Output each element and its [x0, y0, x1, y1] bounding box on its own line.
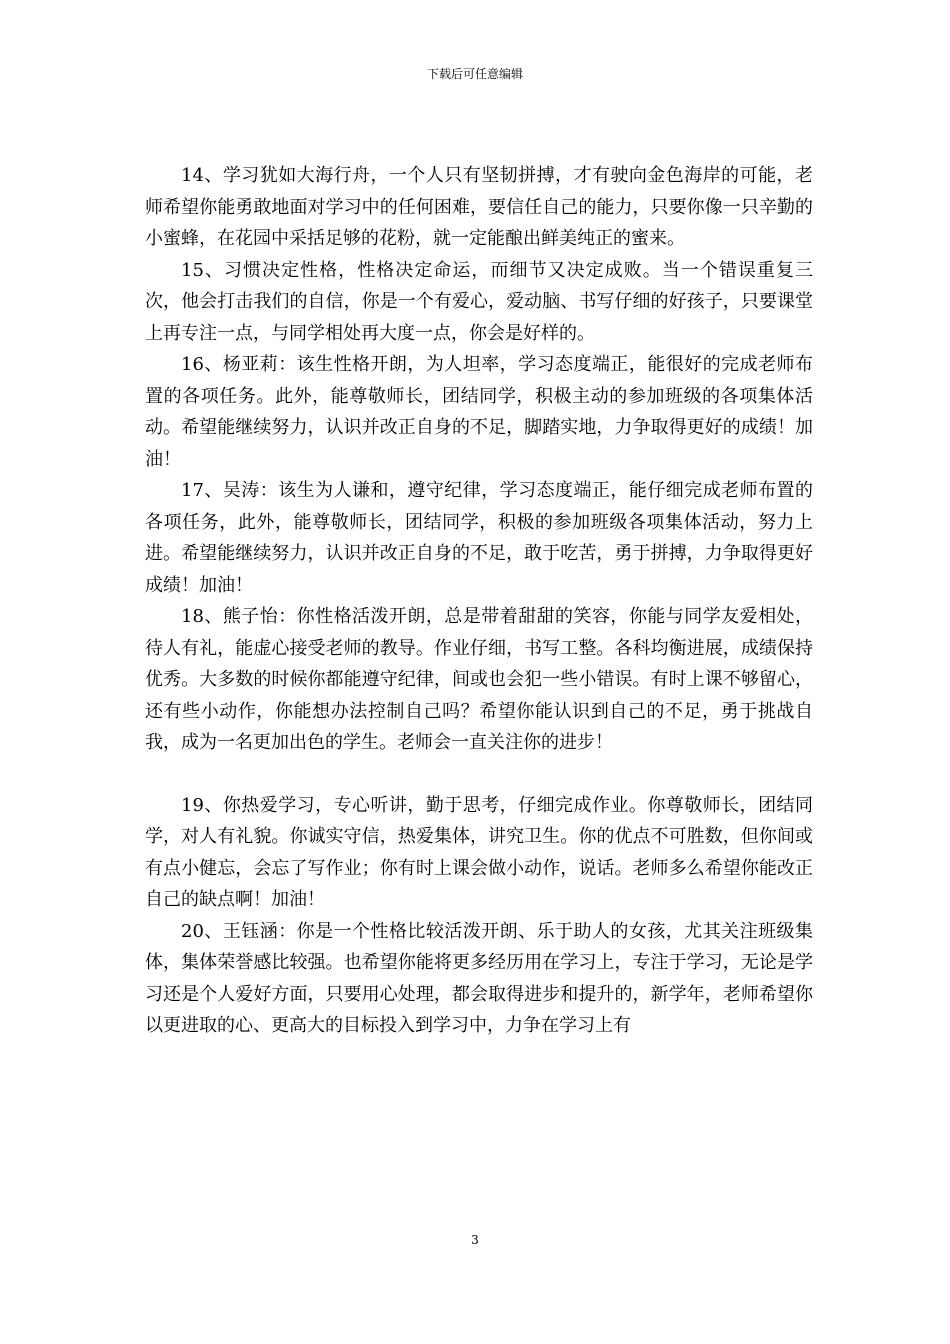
paragraph-20: 20、王钰涵：你是一个性格比较活泼开朗、乐于助人的女孩，尤其关注班级集体，集体荣誉感比较强。也希望你能将更多经历用在学习上，专注于学习，无论是学习还是个人爱好方面，只要用心处理，都会取得进步和提升的，新学年，老师希望你以更进取的心、更高大的目标投入到学习中，力争在学习上有: [145, 920, 813, 1036]
paragraph-15: 15、习惯决定性格，性格决定命运，而细节又决定成败。当一个错误重复三次，他会打击我们的自信，你是一个有爱心，爱动脑、书写仔细的好孩子，只要课堂上再专注一点，与同学相处再大度一点，你会是好样的。: [145, 259, 813, 344]
paragraph-16: 16、杨亚莉：该生性格开朗，为人坦率，学习态度端正，能很好的完成老师布置的各项任务。此外，能尊敬师长，团结同学，积极主动的参加班级的各项集体活动。希望能继续努力，认识并改正自身的不足，脚踏实地，力争取得更好的成绩！加油！: [145, 354, 813, 470]
paragraph-17: 17、吴涛：该生为人谦和，遵守纪律，学习态度端正，能仔细完成老师布置的各项任务，此外，能尊敬师长，团结同学，积极的参加班级各项集体活动，努力上进。希望能继续努力，认识并改正自身的不足，敢于吃苦，勇于拼搏，力争取得更好成绩！加油！: [145, 480, 813, 596]
page-number: 3: [471, 1233, 479, 1247]
paragraph-18: 18、熊子怡：你性格活泼开朗，总是带着甜甜的笑容，你能与同学友爱相处，待人有礼，能虚心接受老师的教导。作业仔细，书写工整。各科均衡进展，成绩保持优秀。大多数的时候你都能遵守纪律，间或也会犯一些小错误。有时上课不够留心，还有些小动作，你能想办法控制自己吗？希望你能认识到自己的不足，勇于挑战自我，成为一名更加出色的学生。老师会一直关注你的进步！: [145, 606, 813, 753]
page-header: 下载后可任意编辑: [426, 67, 523, 81]
paragraph-19: 19、你热爱学习，专心听讲，勤于思考，仔细完成作业。你尊敬师长，团结同学，对人有礼貌。你诚实守信，热爱集体，讲究卫生。你的优点不可胜数，但你间或有点小健忘，会忘了写作业；你有时上课会做小动作，说话。老师多么希望你能改正自己的缺点啊！加油！: [145, 794, 813, 910]
document-body: [145, 160, 813, 1042]
paragraph-14: 14、学习犹如大海行舟，一个人只有坚韧拼搏，才有驶向金色海岸的可能，老师希望你能勇敢地面对学习中的任何困难，要信任自己的能力，只要你像一只辛勤的小蜜蜂，在花园中采括足够的花粉，就一定能酿出鲜美纯正的蜜来。: [145, 165, 813, 249]
